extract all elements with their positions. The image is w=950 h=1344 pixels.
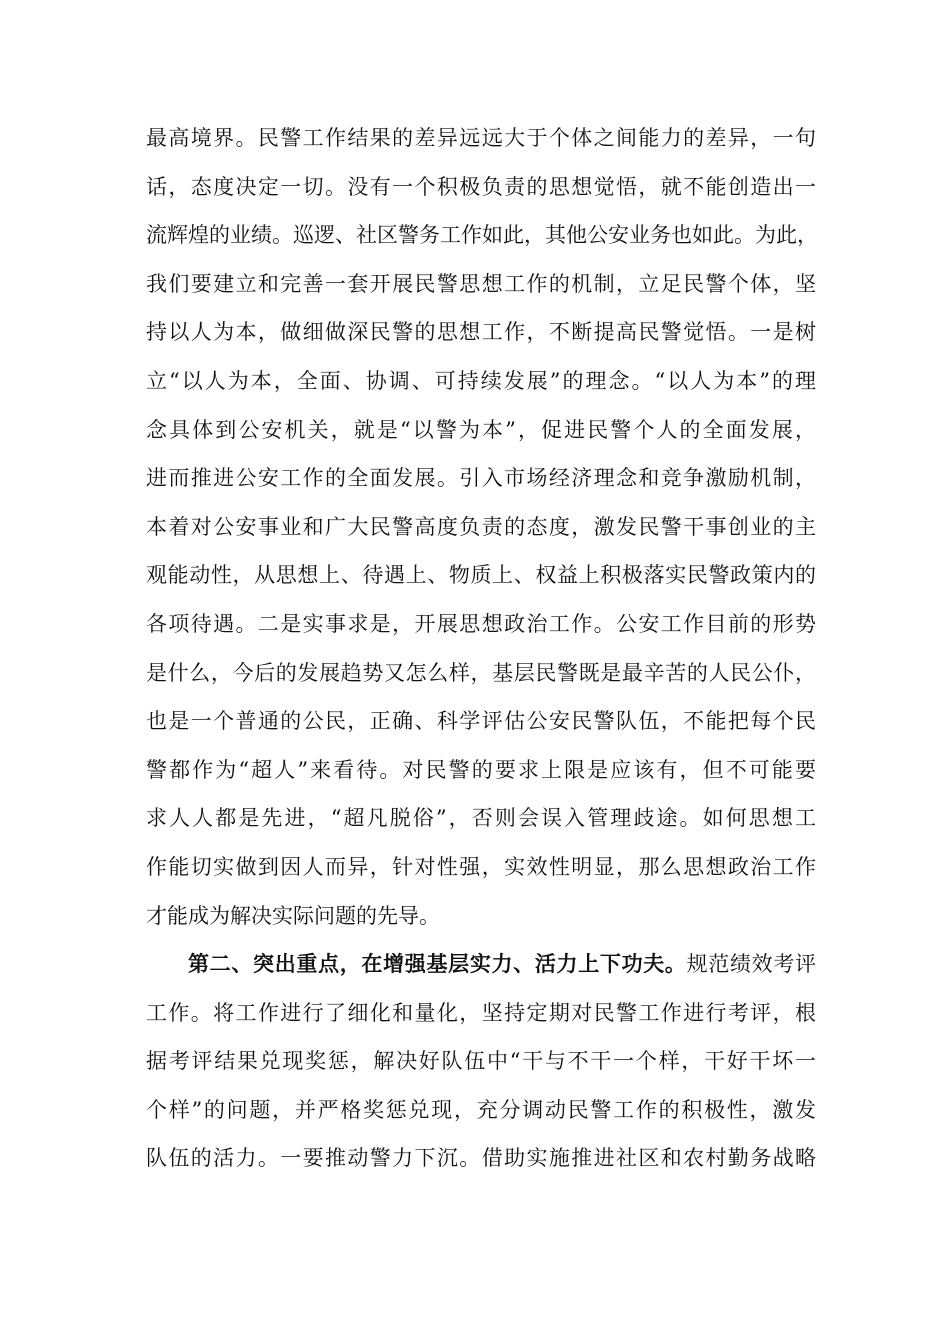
text-line: 各项待遇。二是实事求是，开展思想政治工作。公安工作目前的形势 — [146, 611, 816, 636]
text-line: 念具体到公安机关，就是“以警为本”，促进民警个人的全面发展， — [146, 417, 816, 442]
text-line: 警都作为“超人”来看待。对民警的要求上限是应该有，但不可能要 — [146, 757, 816, 782]
text-line: 持以人为本，做细做深民警的思想工作，不断提高民警觉悟。一是树 — [146, 320, 816, 345]
paragraph-2 — [146, 940, 816, 1183]
text-line: 观能动性，从思想上、待遇上、物质上、权益上积极落实民警政策内的 — [146, 563, 816, 588]
section-heading: 第二、突出重点，在增强基层实力、活力上下功夫。 — [188, 951, 687, 977]
text-line: 本着对公安事业和广大民警高度负责的态度，激发民警干事创业的主 — [146, 514, 816, 539]
text-line: 我们要建立和完善一套开展民警思想工作的机制，立足民警个体，坚 — [146, 271, 816, 296]
body-text — [146, 114, 816, 1183]
text-line: 是什么，今后的发展趋势又怎么样，基层民警既是最辛苦的人民公仆， — [146, 660, 816, 685]
text-line: 立“以人为本，全面、协调、可持续发展”的理念。“以人为本”的理 — [146, 368, 816, 393]
text-line: 据考评结果兑现奖惩，解决好队伍中“干与不干一个样，干好干坏一 — [146, 1049, 816, 1074]
text-line: 作能切实做到因人而异，针对性强，实效性明显，那么思想政治工作 — [146, 854, 816, 879]
text-line: 工作。将工作进行了细化和量化，坚持定期对民警工作进行考评，根 — [146, 1000, 816, 1025]
paragraph-1 — [146, 114, 816, 940]
text-line: 队伍的活力。一要推动警力下沉。借助实施推进社区和农村勤务战略 — [146, 1146, 816, 1171]
text-line: 话，态度决定一切。没有一个积极负责的思想觉悟，就不能创造出一 — [146, 174, 816, 199]
text-line: 求人人都是先进，“超凡脱俗”，否则会误入管理歧途。如何思想工 — [146, 806, 816, 831]
text-line: 也是一个普通的公民，正确、科学评估公安民警队伍，不能把每个民 — [146, 709, 816, 734]
text-line: 最高境界。民警工作结果的差异远远大于个体之间能力的差异，一句 — [146, 126, 816, 150]
text-line: 个样”的问题，并严格奖惩兑现，充分调动民警工作的积极性，激发 — [146, 1097, 816, 1122]
paragraph-2-first-line — [146, 940, 816, 989]
text-line: 才能成为解决实际问题的先导。 — [146, 903, 440, 928]
text-line: 进而推进公安工作的全面发展。引入市场经济理念和竞争激励机制， — [146, 466, 816, 491]
paragraph-2-first-line-text: 规范绩效考评 — [686, 952, 817, 977]
text-line: 流辉煌的业绩。巡逻、社区警务工作如此，其他公安业务也如此。为此， — [146, 223, 818, 248]
